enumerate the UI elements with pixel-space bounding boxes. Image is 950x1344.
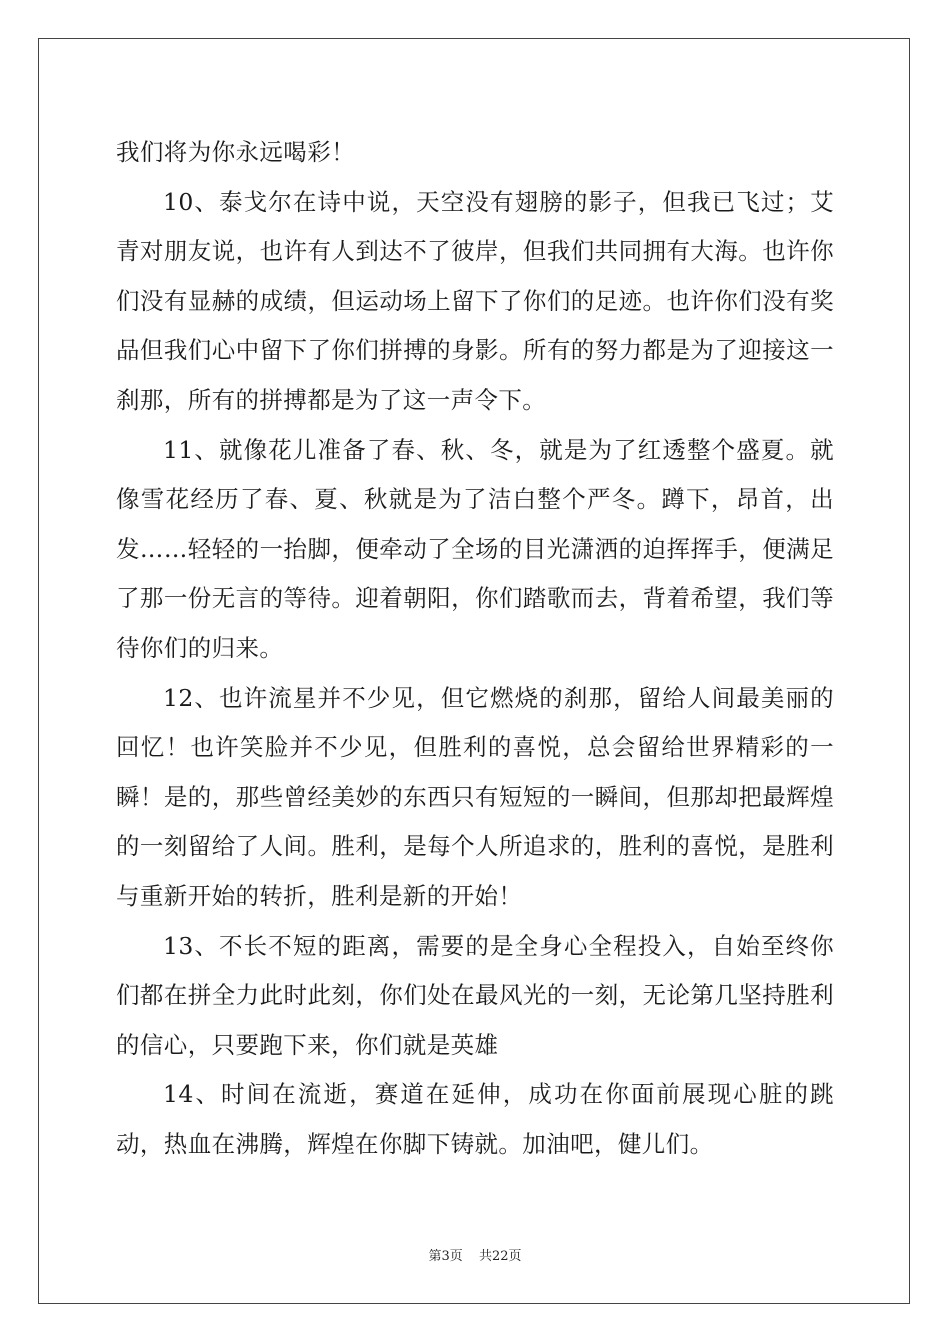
page-number: 第3页 [428,1249,463,1264]
page-footer [0,1245,950,1264]
paragraph-14: 14、时间在流逝，赛道在延伸，成功在你面前展现心脏的跳动，热血在沸腾，辉煌在你脚下铸就。加油吧，健儿们。 [116,1080,834,1158]
document-body [116,128,834,1169]
paragraph-10: 10、泰戈尔在诗中说，天空没有翅膀的影子，但我已飞过；艾青对朋友说，也许有人到达不了彼岸，但我们共同拥有大海。也许你们没有显赫的成绩，但运动场上留下了你们的足迹。也许你们没有奖品但我们心中留下了你们拼搏的身影。所有的努力都是为了迎接这一刹那，所有的拼搏都是为了这一声令下。 [116,187,834,414]
paragraph-0: 我们将为你永远喝彩！ [116,138,355,166]
paragraph-13: 13、不长不短的距离，需要的是全身心全程投入，自始至终你们都在拼全力此时此刻，你们处在最风光的一刻，无论第几坚持胜利的信心，只要跑下来，你们就是英雄 [116,931,834,1059]
paragraph-11: 11、就像花儿准备了春、秋、冬，就是为了红透整个盛夏。就像雪花经历了春、夏、秋就是为了洁白整个严冬。蹲下，昂首，出发……轻轻的一抬脚，便牵动了全场的目光潇洒的迫挥挥手，便满足了那一份无言的等待。迎着朝阳，你们踏歌而去，背着希望，我们等待你们的归来。 [116,435,834,662]
page-total: 共22页 [478,1249,522,1264]
paragraph-12: 12、也许流星并不少见，但它燃烧的刹那，留给人间最美丽的回忆！也许笑脸并不少见，但胜利的喜悦，总会留给世界精彩的一瞬！是的，那些曾经美妙的东西只有短短的一瞬间，但那却把最辉煌的一刻留给了人间。胜利，是每个人所追求的，胜利的喜悦，是胜利与重新开始的转折，胜利是新的开始！ [116,683,834,910]
